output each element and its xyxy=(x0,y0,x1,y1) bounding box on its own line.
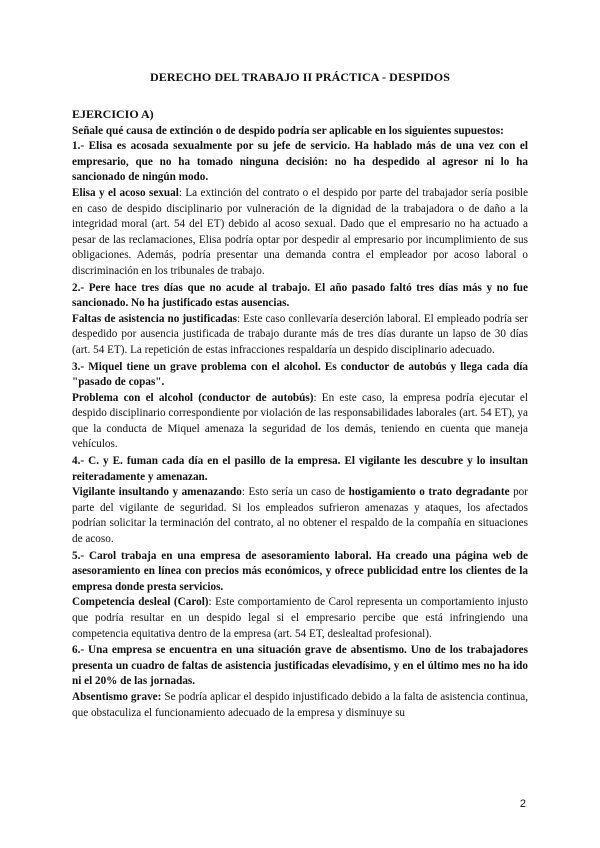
answer-1-text: : La extinción del contrato o el despido por parte del trabajador sería posible en caso de despido disciplinario por vulneración de la dignidad de la trabajadora o de daño a la integridad moral (art. 54 del ET) debido al acoso sexual. Dado que el empresario no ha actuado a pesar de las reclamaciones, Elisa podría optar por despedir al empresario por incumplimiento de sus obligaciones. Además, podría presentar una demanda contra el empleador por acoso laboral o discriminación en los tribunales de trabajo. xyxy=(72,186,528,277)
answer-1 xyxy=(72,186,528,280)
section-heading: EJERCICIO A) xyxy=(72,107,154,121)
answer-1-lead: Elisa y el acoso sexual xyxy=(72,186,179,199)
answer-5-lead: Competencia desleal (Carol) xyxy=(72,596,209,609)
answer-4-emphasis: hostigamiento o trato degradante xyxy=(348,486,510,499)
answer-5 xyxy=(72,595,528,642)
document-title: DERECHO DEL TRABAJO II PRÁCTICA - DESPIDOS xyxy=(149,70,451,84)
question-5: 5.- Carol trabaja en una empresa de asesoramiento laboral. Ha creado una página web de asesoramiento en línea con precios más económicos, y ofrece publicidad entre los clientes de la empresa donde presta servicios. xyxy=(72,549,528,593)
answer-5-text: : Este comportamiento de Carol representa un comportamiento injusto que podría resultar en un despido legal si el empresario percibe que está infringiendo una competencia equitativa dentro de la empresa (art. 54 ET, deslealtad profesional). xyxy=(72,596,528,640)
page-number: 2 xyxy=(519,798,526,810)
answer-4-text-1: : Esto sería un caso de xyxy=(241,486,349,499)
answer-3-lead: Problema con el alcohol (conductor de autobús) xyxy=(72,391,314,404)
answer-4-lead: Vigilante insultando y amenazando xyxy=(72,486,242,499)
answer-3 xyxy=(72,391,528,453)
question-4: 4.- C. y E. fuman cada día en el pasillo de la empresa. El vigilante les descubre y lo insultan reiteradamente y amenazan. xyxy=(72,455,528,483)
answer-6-text: Se podría aplicar el despido injustificado debido a la falta de asistencia continua, que obstaculiza el funcionamiento adecuado de la empresa y disminuye su xyxy=(72,690,528,719)
answer-2-lead: Faltas de asistencia no justificadas xyxy=(72,312,238,325)
answer-6-lead: Absentismo grave: xyxy=(72,690,162,703)
answer-3-text: : En este caso, la empresa podría ejecutar el despido disciplinario correspondiente por violación de las responsabilidades laborales (art. 54 ET), ya que la conducta de Miquel amenaza la seguridad de los demás, teniendo en cuenta que maneja vehículos. xyxy=(72,391,528,451)
answer-6 xyxy=(72,690,528,721)
question-2: 2.- Pere hace tres días que no acude al trabajo. El año pasado faltó tres días más y no fue sancionado. No ha justificado estas ausencias. xyxy=(72,281,528,310)
answer-4-text-2: por parte del vigilante de seguridad. Si los empleados sufrieron amenazas y ataques, los afectados podrían solicitar la terminación del contrato, al no obtener el respaldo de la compañía en situaciones de acoso. xyxy=(72,486,528,546)
answer-2-text: : Este caso conllevaría deserción laboral. El empleado podría ser despedido por ausencia justificada de trabajo durante más de tres días durante un lapso de 30 días (art. 54 ET). La repetición de estas infracciones respaldaría un despido disciplinario adecuado. xyxy=(72,312,528,356)
document-body xyxy=(72,107,528,722)
instructions: Señale qué causa de extinción o de despido podría ser aplicable en los siguientes supuestos: xyxy=(72,124,504,137)
answer-2 xyxy=(72,312,528,359)
answer-4 xyxy=(72,485,528,547)
question-1: 1.- Elisa es acosada sexualmente por su jefe de servicio. Ha hablado más de una vez con el empresario, que no ha tomado ninguna decisión: no ha despedido al agresor ni lo ha sancionado de ningún modo. xyxy=(72,140,528,184)
question-3: 3.- Miquel tiene un grave problema con el alcohol. Es conductor de autobús y llega cada día "pasado de copas". xyxy=(72,360,528,389)
question-6: 6.- Una empresa se encuentra en una situación grave de absentismo. Uno de los trabajadores presenta un cuadro de faltas de asistencia justificadas elevadísimo, y en el último mes no ha ido ni el 20% de las jornadas. xyxy=(72,644,528,688)
